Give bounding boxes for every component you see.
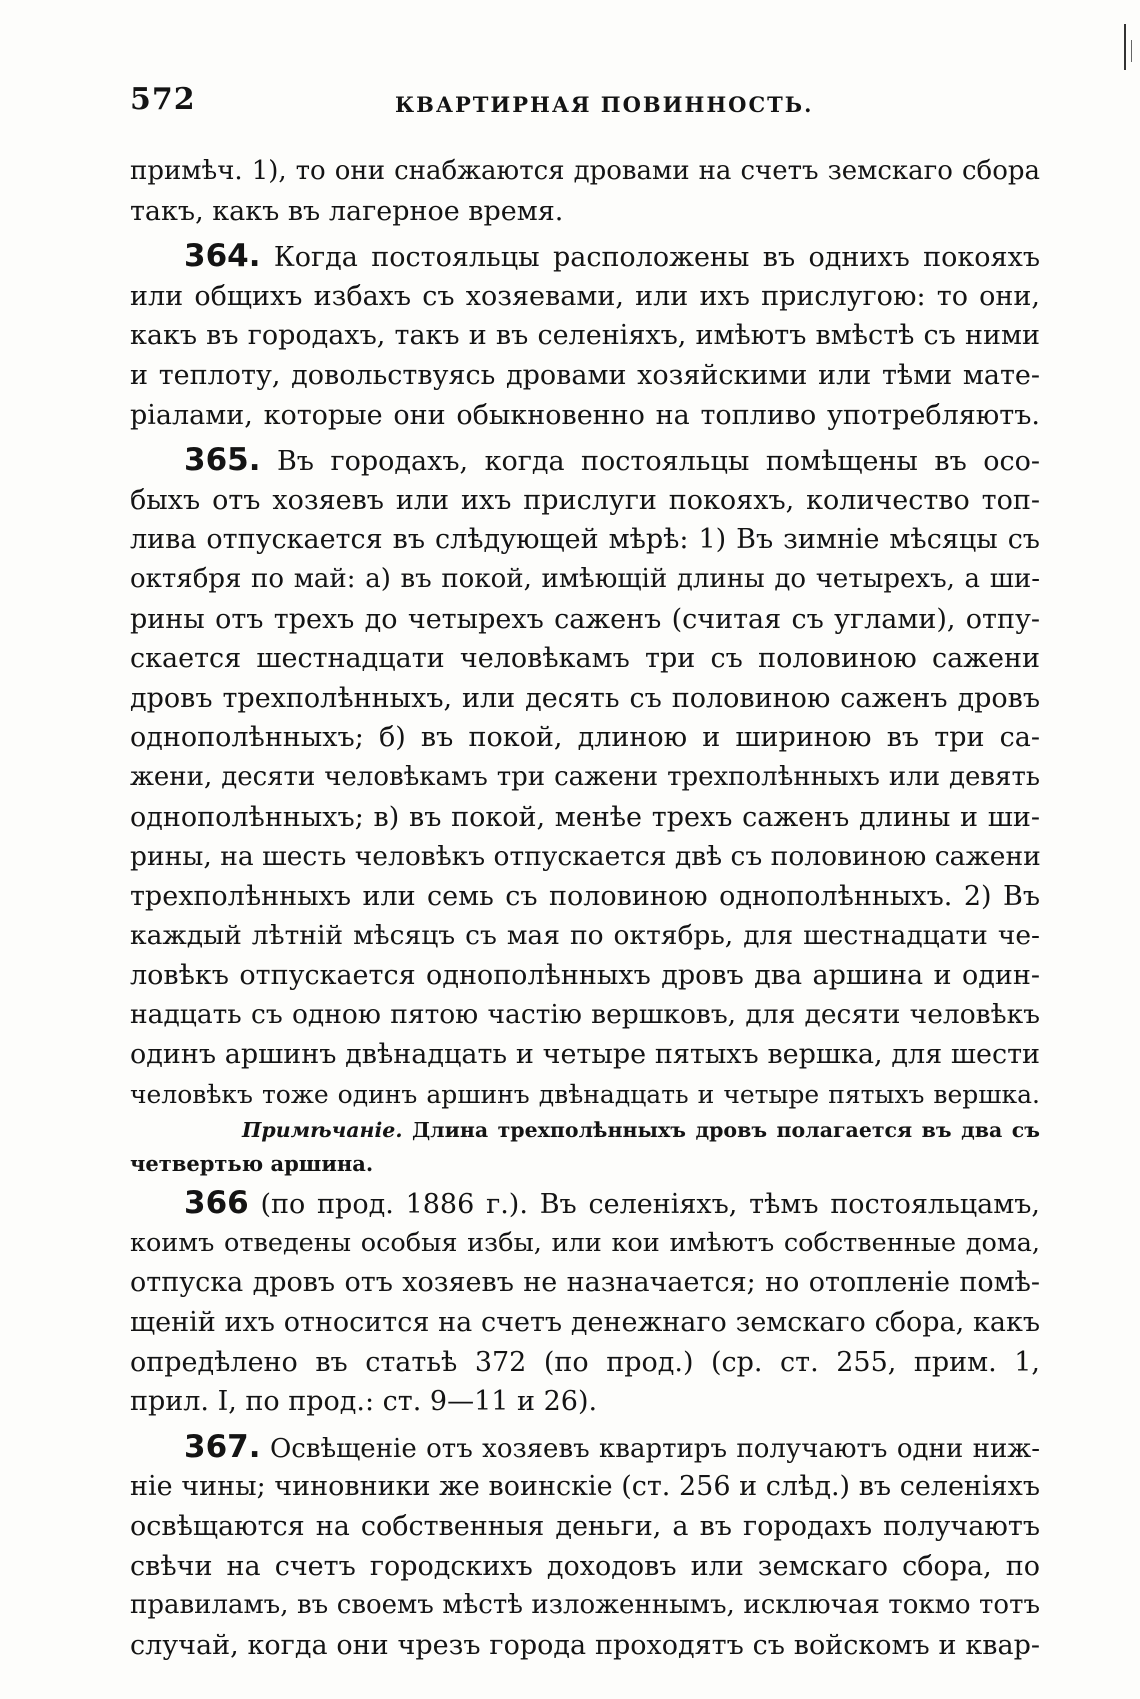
text-line: трехполѣнныхъ или семь съ половиною однополѣнныхъ. 2) Въ — [130, 880, 1040, 912]
text-line: рины, на шесть человѣкъ отпускается двѣ съ половиною сажени — [130, 841, 1041, 873]
text-line: опредѣлено въ статьѣ 372 (по прод.) (ср. ст. 255, прим. 1, — [130, 1346, 1040, 1378]
scan-edge-mark — [1131, 40, 1132, 62]
article-number: 367. — [184, 1428, 261, 1465]
text-line: быхъ отъ хозяевъ или ихъ прислуги покояхъ, количество топ- — [130, 484, 1040, 516]
text-line: человѣкъ тоже одинъ аршинъ двѣнадцать и четыре пятыхъ вершка. — [130, 1079, 1040, 1109]
text-line: рины отъ трехъ до четырехъ саженъ (считая съ углами), отпу- — [130, 603, 1040, 635]
text-line: дровъ трехполѣнныхъ, или десять съ половиною саженъ дровъ — [130, 682, 1040, 714]
article-365-first-line — [130, 441, 1040, 481]
text-line: каждый лѣтній мѣсяцъ съ мая по октябрь, для шестнадцати че- — [130, 920, 1040, 952]
article-364-first-line — [130, 237, 1040, 277]
text-line: ріалами, которые они обыкновенно на топливо употребляютъ. — [130, 399, 1040, 431]
text-line: Въ городахъ, когда постояльцы помѣщены въ осо- — [276, 446, 1040, 478]
text-line: коимъ отведены особыя избы, или кои имѣютъ собственные дома, — [130, 1227, 1040, 1258]
text-line: какъ въ городахъ, такъ и въ селеніяхъ, имѣютъ вмѣстѣ съ ними — [130, 320, 1040, 352]
text-line: октября по май: а) въ покой, имѣющій длины до четырехъ, а ши- — [130, 563, 1040, 594]
note-text: Длина трехполѣнныхъ дровъ полагается въ два съ — [411, 1118, 1040, 1143]
text-line: правиламъ, въ своемъ мѣстѣ изложеннымъ, исключая токмо тотъ — [130, 1590, 1040, 1621]
text-line: надцать съ одною пятою частію вершковъ, для десяти человѣкъ — [130, 999, 1040, 1031]
text-line: прил. I, по прод.: ст. 9—11 и 26). — [130, 1386, 598, 1418]
text-line: ловѣкъ отпускается однополѣнныхъ дровъ два аршина и один- — [130, 959, 1040, 991]
note-text: четвертью аршина. — [130, 1151, 374, 1177]
text-line: одинъ аршинъ двѣнадцать и четыре пятыхъ вершка, для шести — [130, 1039, 1040, 1071]
page-number: 572 — [130, 82, 196, 117]
text-line: жени, десяти человѣкамъ три сажени трехполѣнныхъ или девять — [130, 761, 1040, 792]
article-366-first-line — [130, 1184, 1040, 1224]
text-line: свѣчи на счетъ городскихъ доходовъ или земскаго сбора, по — [130, 1550, 1040, 1582]
text-line: и теплоту, довольствуясь дровами хозяйскими или тѣми мате- — [130, 359, 1040, 391]
text-line: такъ, какъ въ лагерное время. — [130, 195, 564, 227]
article-367-first-line — [130, 1428, 1040, 1468]
text-line: скается шестнадцати человѣкамъ три съ половиною сажени — [130, 643, 1040, 675]
article-number: 365. — [184, 442, 261, 479]
text-line: лива отпускается въ слѣдующей мѣрѣ: 1) Въ зимніе мѣсяцы съ — [130, 524, 1040, 556]
text-line: ніе чины; чиновники же воинскіе (ст. 256 и слѣд.) въ селеніяхъ — [130, 1471, 1040, 1503]
text-line: случай, когда они чрезъ города проходятъ съ войскомъ и квар- — [130, 1629, 1040, 1661]
note-first-line — [130, 1114, 1040, 1147]
running-title: КВАРТИРНАЯ ПОВИННОСТЬ. — [395, 92, 814, 117]
text-line: Когда постояльцы расположены въ однихъ покояхъ — [273, 242, 1040, 274]
note-label: Примѣчаніе. — [242, 1118, 403, 1143]
scan-edge-mark — [1124, 24, 1126, 70]
article-number: 366 — [184, 1185, 249, 1222]
text-line: отпуска дровъ отъ хозяевъ не назначается; но отопленіе помѣ- — [130, 1267, 1040, 1299]
text-line: (по прод. 1886 г.). Въ селеніяхъ, тѣмъ постояльцамъ, — [260, 1189, 1040, 1221]
text-line: однополѣнныхъ; в) въ покой, менѣе трехъ саженъ длины и ши- — [130, 801, 1040, 833]
text-line: однополѣнныхъ; б) въ покой, длиною и шириною въ три са- — [130, 722, 1040, 754]
text-line: щеній ихъ относится на счетъ денежнаго земскаго сбора, какъ — [130, 1307, 1040, 1339]
text-line: примѣч. 1), то они снабжаются дровами на счетъ земскаго сбора — [130, 156, 1040, 186]
text-line: Освѣщеніе отъ хозяевъ квартиръ получаютъ одни ниж- — [269, 1433, 1041, 1464]
article-number: 364. — [184, 238, 261, 275]
body-text — [130, 152, 1040, 1665]
text-line: или общихъ избахъ съ хозяевами, или ихъ прислугою: то они, — [130, 280, 1040, 312]
text-line: освѣщаются на собственныя деньги, а въ городахъ получаютъ — [130, 1511, 1040, 1542]
